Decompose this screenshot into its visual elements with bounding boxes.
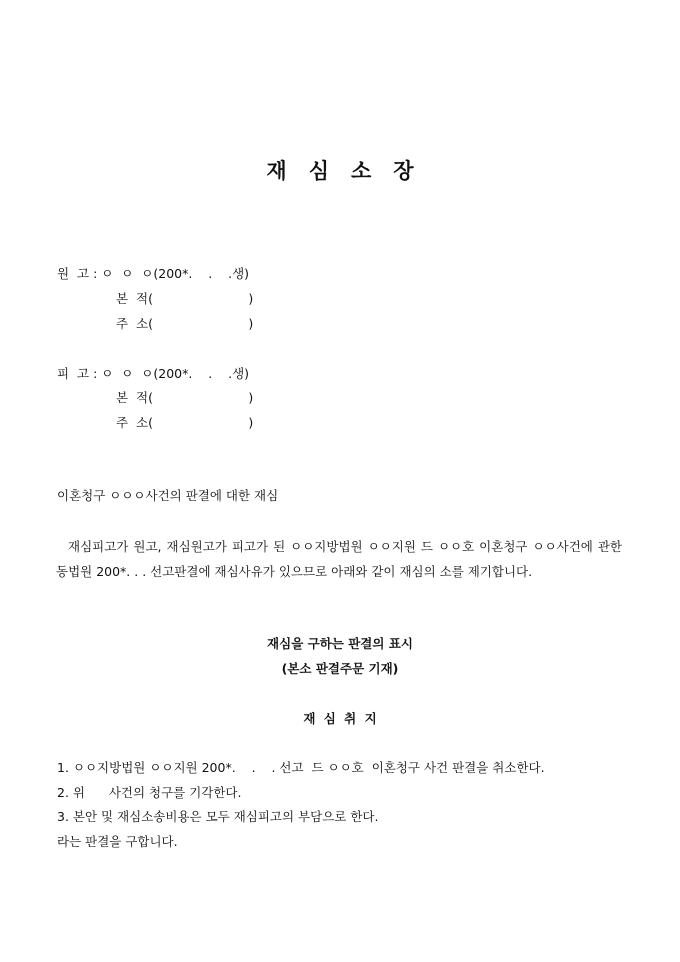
defendant-name-line: 피 고 : ㅇ ㅇ ㅇ(200*. . .생) <box>57 366 250 381</box>
judgment-heading: 재심을 구하는 판결의 표시 <box>267 636 413 651</box>
title-char: 재 <box>266 158 287 183</box>
title-char: 소 <box>351 158 372 183</box>
title-char: 심 <box>308 158 329 183</box>
claim-closing: 라는 판결을 구합니다. <box>57 834 178 849</box>
purport-heading: 재 심 취 지 <box>303 711 377 726</box>
judgment-subheading: (본소 판결주문 기재) <box>281 661 399 676</box>
claim-item: 3. 본안 및 재심소송비용은 모두 재심피고의 부담으로 한다. <box>57 809 379 824</box>
plaintiff-domicile: 본 적( ) <box>116 291 254 306</box>
plaintiff-address: 주 소( ) <box>116 316 254 331</box>
plaintiff-name-line: 원 고 : ㅇ ㅇ ㅇ(200*. . .생) <box>57 266 250 281</box>
intro-paragraph: 재심피고가 원고, 재심원고가 피고가 된 ㅇㅇ지방법원 ㅇㅇ지원 드 ㅇㅇ호 이혼청구 ㅇㅇ사건에 관한 동법원 200*. . . 선고판결에 재심사유가 있으므로 아래와 같이 재심의 소를 제기합니다. <box>56 539 622 579</box>
case-subject: 이혼청구 ㅇㅇㅇ사건의 판결에 대한 재심 <box>57 488 279 503</box>
claim-item: 2. 위 사건의 청구를 기각한다. <box>57 785 242 800</box>
page-title <box>0 155 680 185</box>
title-char: 장 <box>393 158 414 183</box>
claim-item: 1. ㅇㅇ지방법원 ㅇㅇ지원 200*. . . 선고 드 ㅇㅇ호 이혼청구 사건 판결을 취소한다. <box>57 760 545 775</box>
defendant-address: 주 소( ) <box>116 415 254 430</box>
defendant-domicile: 본 적( ) <box>116 390 254 405</box>
